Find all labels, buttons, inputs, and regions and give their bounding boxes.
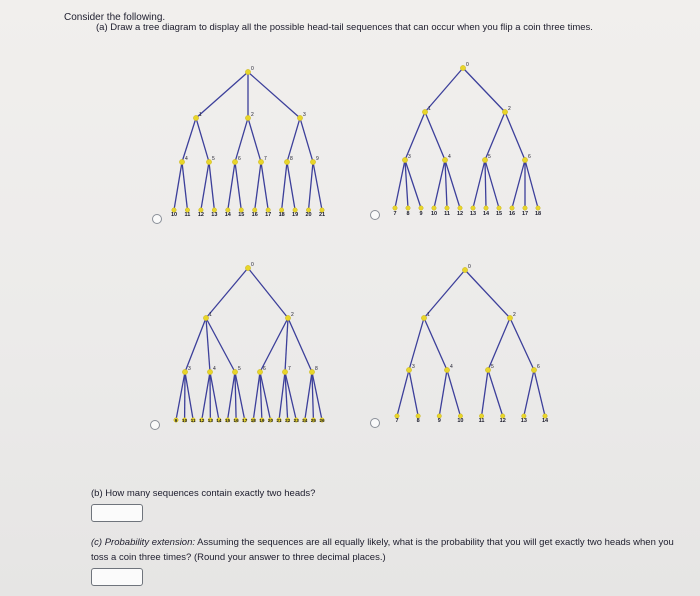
tree-a-root-node[interactable]	[245, 69, 250, 74]
tree-b-l1-node-1[interactable]	[502, 109, 507, 114]
tree-b-l2-node-1-label: 4	[448, 154, 451, 160]
tree-b-l2-node-2-label: 5	[488, 154, 491, 160]
tree-d-l2-node-2-label: 5	[491, 364, 494, 370]
tree-c-leaf-label-2: 11	[190, 418, 196, 423]
tree-b-l1-node-0-label: 1	[428, 106, 431, 112]
tree-c-leaf-label-15: 24	[302, 418, 308, 423]
tree-c-leaf-label-6: 15	[224, 418, 231, 423]
tree-b-leaf-label-4: 11	[444, 211, 450, 217]
tree-c-l2-node-2[interactable]	[232, 369, 237, 374]
tree-c-edge-l1-0	[185, 318, 206, 372]
tree-a-l2-node-4-label: 8	[290, 156, 293, 162]
tree-d-l2-node-2[interactable]	[485, 367, 490, 372]
tree-b-l1-node-0[interactable]	[422, 109, 427, 114]
tree-c-edge-l2-12	[279, 372, 285, 420]
tree-a-edge-l2-0	[174, 162, 182, 210]
tree-d-l2-node-0[interactable]	[406, 367, 411, 372]
tree-b-edge-l1-0	[405, 112, 425, 160]
tree-a-edge-l1-3	[248, 118, 261, 162]
tree-a-l1-node-2-label: 3	[303, 112, 306, 118]
tree-b-leaf-label-3: 10	[430, 211, 438, 217]
tree-d-edge-l2-1	[409, 370, 418, 416]
tree-c-edge-l1-3	[260, 318, 288, 372]
question-intro: Consider the following.	[64, 12, 166, 23]
tree-a-leaf-label-1: 11	[184, 212, 191, 218]
tree-a-edge-l1-2	[235, 118, 248, 162]
tree-b-leaf-label-7: 14	[482, 211, 490, 217]
tree-c-leaf-label-8: 17	[242, 418, 248, 423]
tree-option-a-radio[interactable]	[152, 214, 162, 224]
tree-b-leaf-node-1[interactable]	[406, 206, 410, 210]
tree-c-leaf-label-9: 18	[250, 418, 256, 423]
tree-a-edge-l1-5	[300, 118, 313, 162]
tree-a-edge-l2-10	[309, 162, 313, 210]
tree-c-leaf-label-13: 22	[285, 418, 291, 423]
tree-b-l2-node-3[interactable]	[522, 157, 527, 162]
tree-d-leaf-label-5: 12	[499, 418, 506, 424]
tree-d-l2-node-0-label: 3	[412, 364, 415, 370]
tree-d-l2-node-1[interactable]	[444, 367, 449, 372]
tree-a-l1-node-2[interactable]	[297, 115, 302, 120]
tree-a-leaf-label-11: 21	[318, 212, 326, 218]
tree-a-leaf-label-9: 19	[292, 212, 299, 218]
tree-b-edge-l2-3	[434, 160, 445, 208]
tree-a-edge-l2-9	[287, 162, 295, 210]
tree-b-root-node-label: 0	[466, 62, 469, 68]
tree-a-leaf-label-2: 12	[197, 212, 204, 218]
tree-c-edge-l2-6	[228, 372, 235, 420]
tree-c-leaf-label-5: 14	[216, 418, 222, 423]
tree-d-l2-node-1-label: 4	[450, 364, 453, 370]
tree-c-l2-node-5-label: 8	[315, 366, 318, 372]
tree-a-leaf-label-3: 13	[211, 212, 218, 218]
tree-c-leaf-label-17: 26	[319, 418, 325, 423]
tree-b-leaf-label-6: 13	[469, 211, 477, 217]
tree-c-l1-node-0[interactable]	[203, 315, 208, 320]
part-a-prompt: (a) Draw a tree diagram to display all the possible head-tail sequences that can occur when you flip a coin three times.	[96, 22, 593, 33]
tree-c-l2-node-3-label: 6	[263, 366, 266, 372]
tree-a-edge-l2-11	[313, 162, 322, 210]
tree-b-leaf-node-7[interactable]	[484, 206, 488, 210]
tree-a-edge-root-2	[248, 72, 300, 118]
tree-b-leaf-node-10[interactable]	[523, 206, 527, 210]
tree-c-leaf-label-4: 13	[207, 418, 213, 423]
tree-c-edge-l1-2	[206, 318, 235, 372]
tree-a-l2-node-1[interactable]	[206, 159, 211, 164]
tree-a-l2-node-2-label: 6	[238, 156, 241, 162]
tree-a-edge-l2-4	[228, 162, 235, 210]
tree-b-l2-node-3-label: 6	[528, 154, 531, 160]
tree-c-leaf-label-12: 21	[276, 418, 282, 423]
tree-d-leaf-label-1: 8	[416, 418, 420, 424]
tree-d-leaf-label-4: 11	[478, 418, 485, 424]
tree-d-l2-node-3-label: 6	[537, 364, 540, 370]
tree-a-leaf-label-6: 16	[251, 212, 258, 218]
tree-b-edge-l1-1	[425, 112, 445, 160]
tree-c-edge-l1-1	[206, 318, 210, 372]
tree-b-leaf-node-0[interactable]	[393, 206, 397, 210]
tree-b-leaf-node-5[interactable]	[458, 206, 462, 210]
tree-a-l1-node-0-label: 1	[199, 112, 202, 118]
tree-b-edge-l2-6	[473, 160, 485, 208]
tree-c-leaf-label-3: 12	[199, 418, 205, 423]
tree-a-edge-l2-1	[182, 162, 187, 210]
tree-d-l2-node-3[interactable]	[531, 367, 536, 372]
tree-b-leaf-node-9[interactable]	[510, 206, 514, 210]
tree-c-l2-node-5[interactable]	[309, 369, 314, 374]
tree-a-root-node-label: 0	[251, 66, 254, 72]
tree-d-leaf-label-7: 14	[541, 418, 549, 424]
tree-b-edge-l1-2	[485, 112, 505, 160]
tree-a-edge-l2-8	[282, 162, 287, 210]
tree-c-leaf-label-1: 10	[182, 418, 188, 423]
tree-a-leaf-label-4: 14	[224, 212, 231, 218]
tree-d-edge-l1-2	[488, 318, 510, 370]
tree-d-edge-l2-6	[524, 370, 534, 416]
tree-d-edge-l1-1	[424, 318, 447, 370]
tree-a-l2-node-0-label: 4	[185, 156, 188, 162]
tree-b-leaf-node-4[interactable]	[445, 206, 449, 210]
tree-c-l2-node-0[interactable]	[182, 369, 187, 374]
tree-c-l2-node-0-label: 3	[188, 366, 191, 372]
tree-b-leaf-label-11: 18	[534, 211, 542, 217]
tree-d-edge-l2-5	[488, 370, 503, 416]
tree-a-l2-node-1-label: 5	[212, 156, 215, 162]
tree-b-edge-l2-0	[395, 160, 405, 208]
tree-d-l1-node-1[interactable]	[507, 315, 512, 320]
part-c-answer-input[interactable]	[91, 568, 143, 586]
tree-b-leaf-label-8: 15	[495, 211, 503, 217]
tree-b-leaf-label-1: 8	[406, 211, 410, 217]
tree-a-l2-node-3[interactable]	[258, 159, 263, 164]
tree-d-edge-l1-3	[510, 318, 534, 370]
tree-a-l2-node-5[interactable]	[310, 159, 315, 164]
tree-c-root-node[interactable]	[245, 265, 250, 270]
tree-a-leaf-label-7: 17	[265, 212, 272, 218]
tree-c-edge-l2-2	[185, 372, 193, 420]
tree-d-edge-l2-2	[439, 370, 447, 416]
tree-b-l2-node-2[interactable]	[482, 157, 487, 162]
tree-c-l2-node-2-label: 5	[238, 366, 241, 372]
part-b-prompt: (b) How many sequences contain exactly two heads?	[91, 488, 316, 499]
tree-a-edge-root-0	[196, 72, 248, 118]
tree-c-l1-node-0-label: 1	[209, 312, 212, 318]
tree-b-l1-node-1-label: 2	[508, 106, 511, 112]
tree-d-edge-root-0	[424, 270, 465, 318]
tree-c-edge-l2-5	[210, 372, 219, 420]
tree-b-leaf-node-8[interactable]	[497, 206, 501, 210]
tree-a-leaf-label-8: 18	[278, 212, 285, 218]
tree-a-l1-node-1-label: 2	[251, 112, 254, 118]
tree-d-edge-l1-0	[409, 318, 424, 370]
tree-c-l2-node-1[interactable]	[207, 369, 212, 374]
tree-b-leaf-label-5: 12	[456, 211, 464, 217]
tree-d-leaf-label-0: 7	[395, 418, 399, 424]
tree-d-l1-node-0[interactable]	[421, 315, 426, 320]
tree-d-leaf-label-3: 10	[457, 418, 464, 424]
tree-b-root-node[interactable]	[460, 65, 465, 70]
tree-d-edge-l2-4	[482, 370, 488, 416]
tree-option-b-radio[interactable]	[370, 210, 380, 220]
tree-c-l1-node-1-label: 2	[291, 312, 294, 318]
part-c-text: Assuming the sequences are all equally likely, what is the probability that you will get exactly two heads when you toss a coin three times? (Round your answer to three decimal places.)	[91, 537, 674, 563]
tree-b-edge-root-1	[463, 68, 505, 112]
tree-c-l2-node-3[interactable]	[257, 369, 262, 374]
tree-c-edge-root-1	[248, 268, 288, 318]
part-c-prompt	[91, 535, 681, 565]
tree-a-edge-l2-2	[201, 162, 209, 210]
part-c-label: (c) Probability extension:	[91, 537, 196, 548]
tree-option-c-radio[interactable]	[150, 420, 160, 430]
tree-d-l1-node-0-label: 1	[427, 312, 430, 318]
tree-c-l2-node-1-label: 4	[213, 366, 216, 372]
tree-a-edge-l2-5	[235, 162, 241, 210]
tree-d-edge-l2-0	[397, 370, 409, 416]
tree-b-edge-l2-9	[512, 160, 525, 208]
tree-d-leaf-label-6: 13	[520, 418, 527, 424]
tree-d-leaf-label-2: 9	[437, 418, 441, 424]
tree-b-l2-node-1[interactable]	[442, 157, 447, 162]
tree-a-leaf-label-10: 20	[305, 212, 312, 218]
tree-a-l2-node-2[interactable]	[232, 159, 237, 164]
tree-a-edge-l2-3	[209, 162, 214, 210]
tree-a-leaf-label-0: 10	[170, 212, 178, 218]
tree-d-root-node[interactable]	[462, 267, 467, 272]
part-b-answer-input[interactable]	[91, 504, 143, 522]
tree-c-edge-l2-0	[176, 372, 185, 420]
tree-b-leaf-label-2: 9	[419, 211, 423, 217]
tree-b-leaf-node-3[interactable]	[432, 206, 436, 210]
tree-b-edge-l2-11	[525, 160, 538, 208]
tree-c-leaf-label-0: 9	[174, 418, 178, 423]
tree-a-l2-node-3-label: 7	[264, 156, 267, 162]
tree-d-edge-l2-3	[447, 370, 460, 416]
tree-c-edge-l2-15	[305, 372, 312, 420]
tree-a-leaf-label-5: 15	[238, 212, 245, 218]
tree-a-l2-node-5-label: 9	[316, 156, 319, 162]
tree-c-edge-l2-9	[253, 372, 260, 420]
tree-c-leaf-label-7: 16	[233, 418, 239, 423]
tree-b-leaf-node-2[interactable]	[419, 206, 423, 210]
tree-c-edge-root-0	[206, 268, 248, 318]
tree-a-edge-l2-6	[255, 162, 261, 210]
tree-c-l2-node-4[interactable]	[282, 369, 287, 374]
tree-c-leaf-label-10: 19	[259, 418, 265, 423]
tree-c-leaf-label-11: 20	[267, 418, 274, 423]
tree-b-leaf-node-11[interactable]	[536, 206, 540, 210]
tree-c-leaf-label-14: 23	[293, 418, 299, 423]
tree-c-edge-l1-4	[285, 318, 288, 372]
tree-c-l2-node-4-label: 7	[288, 366, 291, 372]
tree-c-l1-node-1[interactable]	[285, 315, 290, 320]
tree-a-edge-l1-1	[196, 118, 209, 162]
tree-a-l1-node-0[interactable]	[193, 115, 198, 120]
tree-c-edge-l1-5	[288, 318, 312, 372]
tree-b-edge-l2-8	[485, 160, 499, 208]
tree-d-root-node-label: 0	[468, 264, 471, 270]
tree-b-leaf-node-6[interactable]	[471, 206, 475, 210]
tree-a-edge-l1-4	[287, 118, 300, 162]
tree-b-l2-node-0-label: 3	[408, 154, 411, 160]
tree-c-edge-l2-3	[202, 372, 210, 420]
tree-a-l1-node-1[interactable]	[245, 115, 250, 120]
tree-d-edge-l2-7	[534, 370, 545, 416]
tree-b-leaf-label-10: 17	[521, 211, 529, 217]
tree-b-l2-node-0[interactable]	[402, 157, 407, 162]
tree-a-edge-l2-7	[261, 162, 268, 210]
tree-b-edge-l1-3	[505, 112, 525, 160]
tree-d-edge-root-1	[465, 270, 510, 318]
tree-c-root-node-label: 0	[251, 262, 254, 268]
tree-d-l1-node-1-label: 2	[513, 312, 516, 318]
tree-a-l2-node-4[interactable]	[284, 159, 289, 164]
tree-b-leaf-label-0: 7	[393, 211, 397, 217]
tree-option-d-radio[interactable]	[370, 418, 380, 428]
tree-b-leaf-label-9: 16	[508, 211, 516, 217]
tree-c-leaf-label-16: 25	[310, 418, 316, 423]
tree-a-l2-node-0[interactable]	[179, 159, 184, 164]
tree-b-edge-l2-7	[485, 160, 486, 208]
